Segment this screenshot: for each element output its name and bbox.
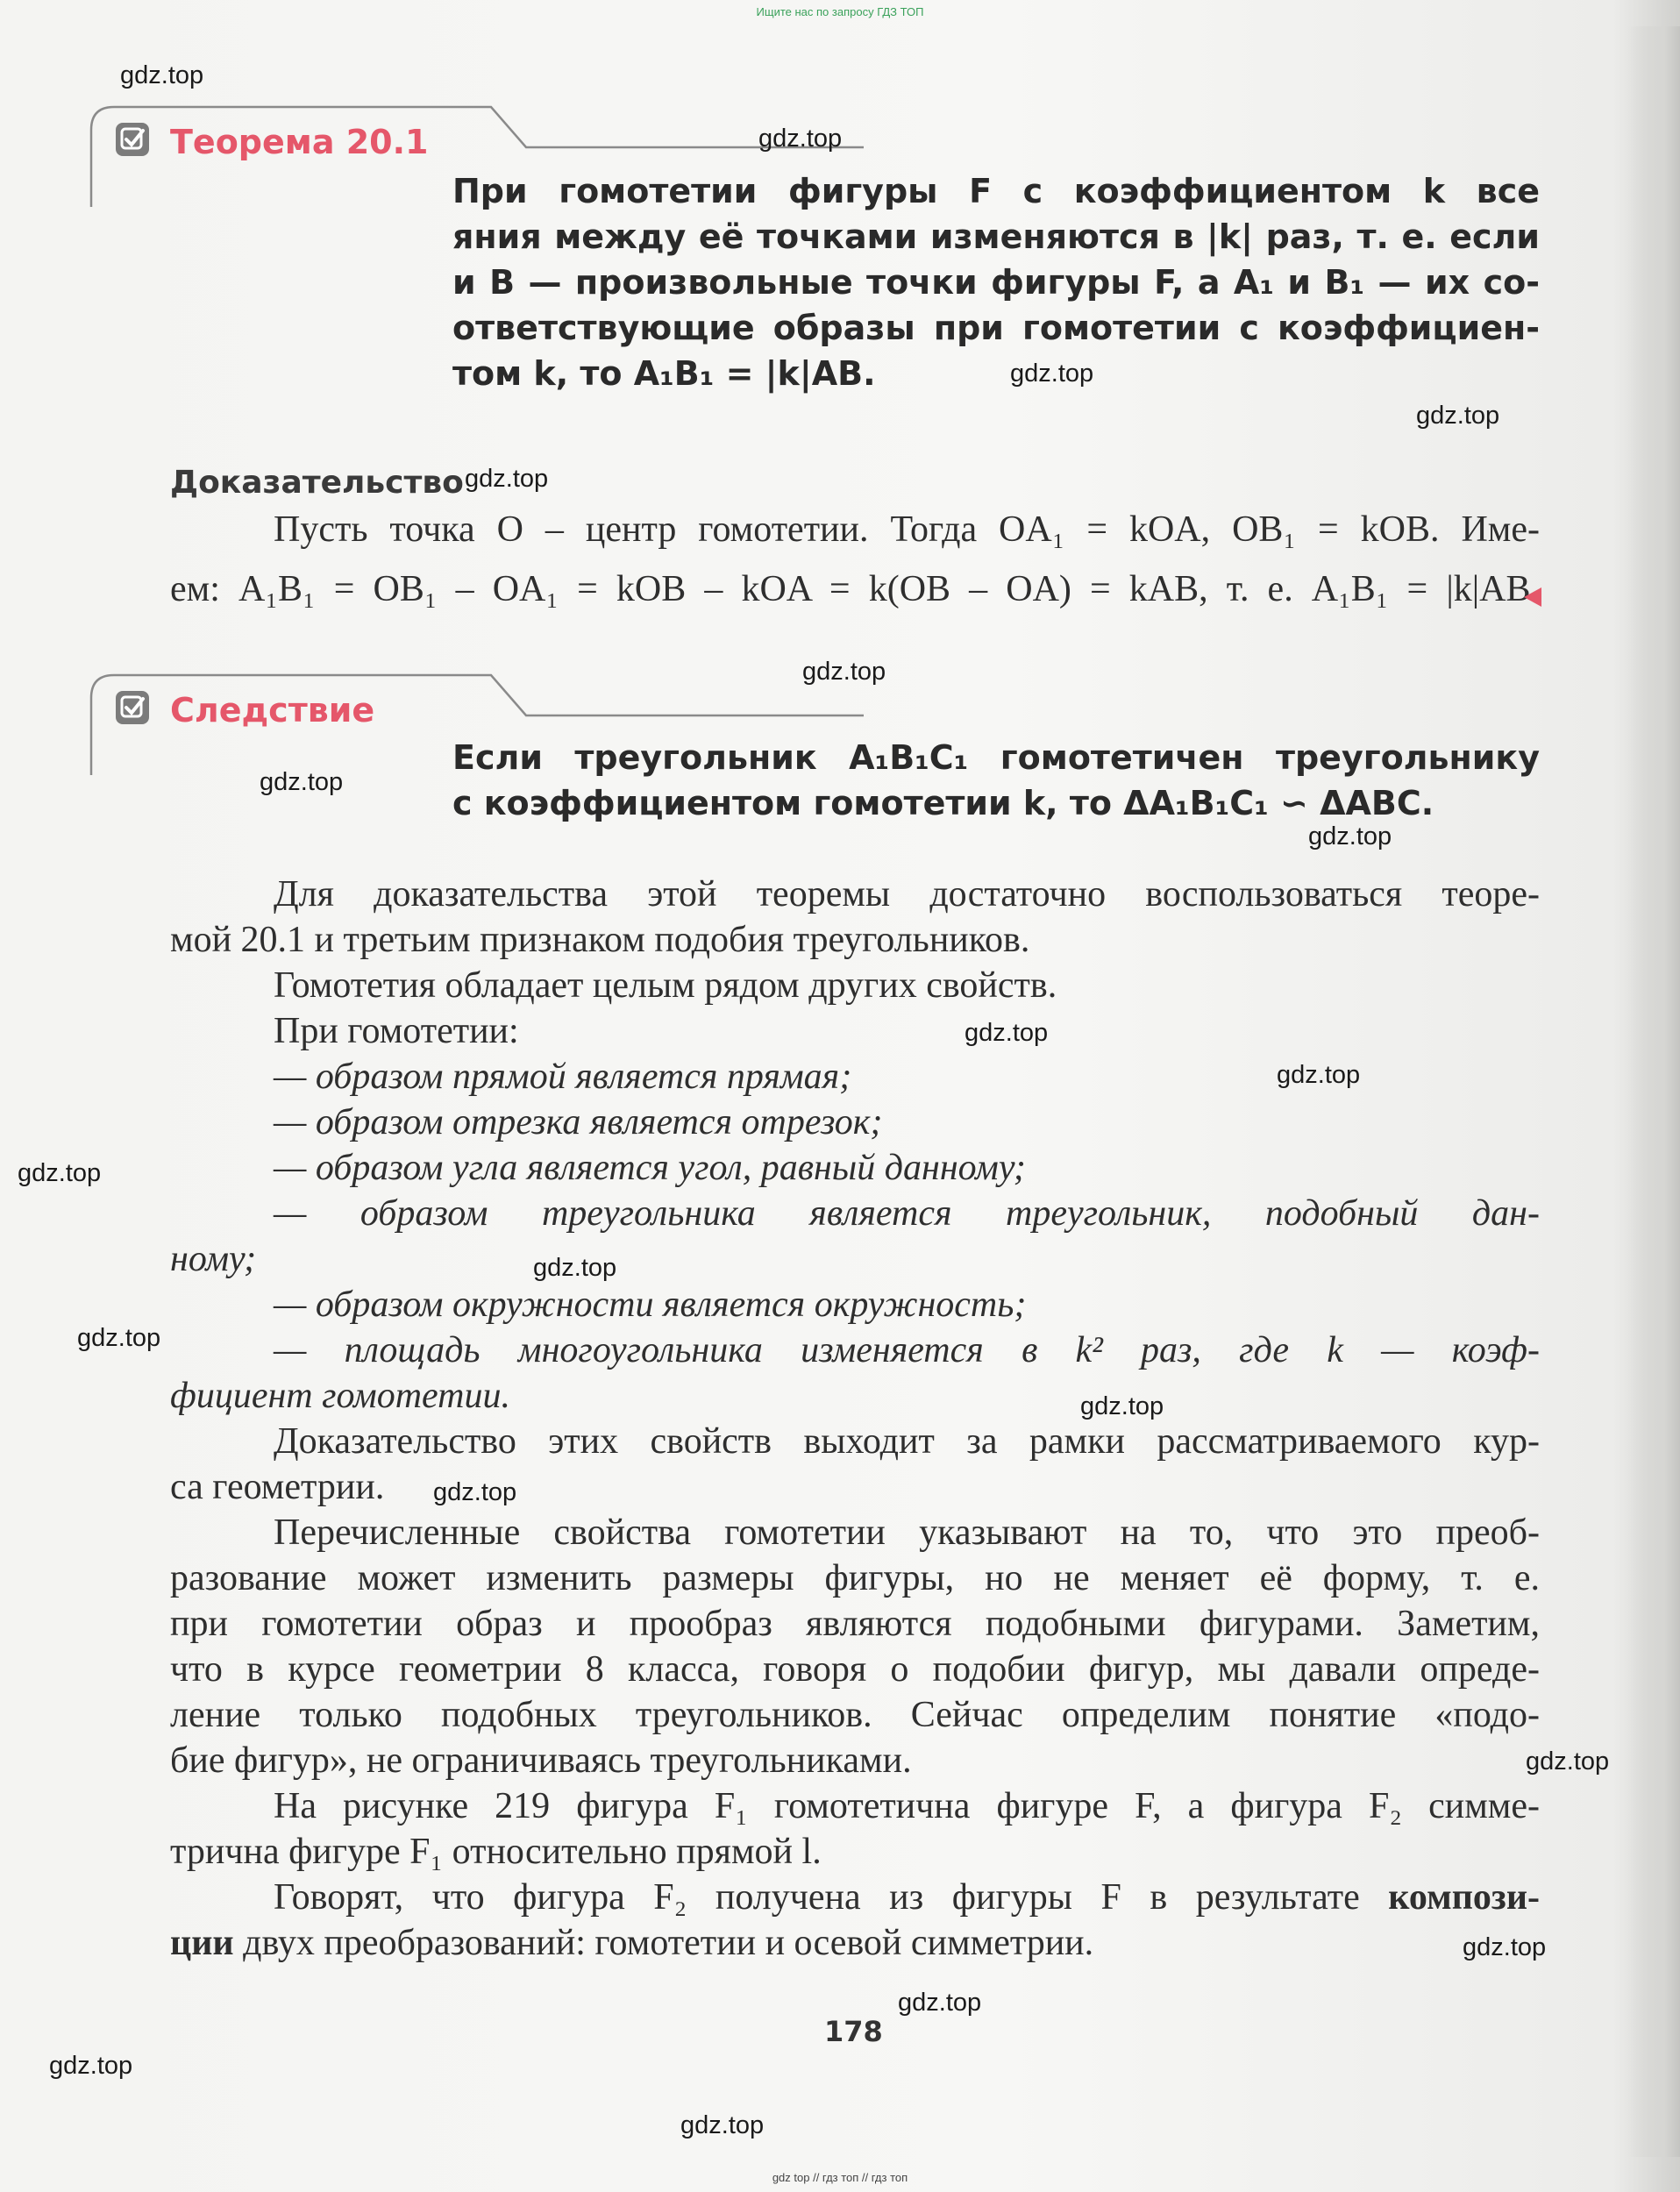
body-line: Для доказательства этой теоремы достаточно воспользоваться теоре- (274, 874, 1540, 915)
page-number: 178 (824, 2015, 883, 2048)
watermark: gdz.top (120, 61, 204, 89)
watermark: gdz.top (1010, 359, 1094, 388)
corollary-line: с коэффициентом гомотетии k, то ΔA₁B₁C₁ ∽ ΔABC. (452, 784, 1434, 822)
check-icon (116, 123, 149, 156)
body-line: — образом окружности является окружность; (274, 1285, 1027, 1325)
body-line: мой 20.1 и третьим признаком подобия треугольников. (170, 920, 1030, 960)
watermark: gdz.top (1080, 1392, 1164, 1420)
body-line: На рисунке 219 фигура F₁ гомотетична фигуре F, а фигура F₂ симме- (274, 1786, 1540, 1826)
body-line: ление только подобных треугольников. Сейчас определим понятие «подо- (170, 1695, 1540, 1735)
body-text (170, 872, 1540, 1875)
watermark: gdz.top (965, 1019, 1049, 1047)
end-of-proof-marker (1524, 587, 1541, 607)
body-line: — образом треугольника является треугольник, подобный дан- (274, 1193, 1540, 1234)
corollary-statement (452, 735, 1540, 826)
body-line: Перечисленные свойства гомотетии указывают на то, что это преоб- (274, 1512, 1540, 1553)
body-line: при гомотетии образ и прообраз являются подобными фигурами. Заметим, (170, 1604, 1540, 1644)
watermark: gdz.top (1526, 1747, 1610, 1776)
watermark: gdz.top (18, 1159, 102, 1187)
watermark: gdz.top (433, 1478, 517, 1506)
body-line: трична фигуре F₁ относительно прямой l. (170, 1832, 822, 1872)
term-bold: компози- (1388, 1877, 1540, 1918)
watermark: gdz.top (260, 768, 344, 796)
watermark: gdz.top (465, 465, 549, 493)
body-line: — образом угла является угол, равный данному; (274, 1148, 1026, 1188)
paragraph-text: Говорят, что фигура F₂ получена из фигуры F в результате (274, 1877, 1389, 1918)
watermark: gdz.top (802, 658, 886, 686)
last-paragraph (170, 1875, 1540, 1966)
theorem-line: яния между её точками изменяются в |k| раз, т. е. если (452, 217, 1540, 256)
proof-text (170, 507, 1540, 619)
corollary-title: Следствие (170, 691, 375, 729)
body-line: что в курсе геометрии 8 класса, говоря о подобии фигур, мы давали опреде- (170, 1649, 1540, 1690)
body-line: разование может изменить размеры фигуры, но не меняет её форму, т. е. (170, 1558, 1540, 1598)
theorem-line: том k, то A₁B₁ = |k|AB. (452, 354, 876, 393)
watermark: gdz.top (49, 2052, 133, 2080)
check-icon (116, 691, 149, 724)
body-line: Доказательство этих свойств выходит за рамки рассматриваемого кур- (274, 1421, 1540, 1462)
paragraph-line (170, 1920, 1540, 1966)
watermark: gdz.top (1308, 822, 1392, 850)
proof-line: ем: A₁B₁ = OB₁ – OA₁ = kOB – kOA = k(OB – OA) = kAB, т. е. A₁B₁ = |k|AB. (170, 569, 1540, 609)
watermark: gdz.top (758, 125, 843, 153)
watermark: gdz.top (77, 1324, 161, 1352)
proof-line: Пусть точка O – центр гомотетии. Тогда OA₁ = kOA, OB₁ = kOB. Име- (274, 509, 1540, 550)
body-line: бие фигур», не ограничиваясь треугольниками. (170, 1740, 912, 1781)
body-line: са геометрии. (170, 1467, 385, 1507)
watermark: gdz.top (1416, 402, 1500, 430)
body-line: — площадь многоугольника изменяется в k² раз, где k — коэф- (274, 1330, 1540, 1370)
watermark: gdz.top (898, 1989, 982, 2017)
theorem-title: Теорема 20.1 (170, 123, 429, 161)
paragraph-text: двух преобразований: гомотетии и осевой симметрии. (233, 1923, 1094, 1963)
top-note: Ищите нас по запросу ГДЗ ТОП (756, 5, 924, 18)
body-line: ному; (170, 1239, 257, 1279)
term-bold: ции (170, 1923, 234, 1963)
body-line: Гомотетия обладает целым рядом других свойств. (274, 965, 1057, 1006)
body-line: При гомотетии: (274, 1011, 519, 1051)
theorem-line: и B — произвольные точки фигуры F, а A₁ и B₁ — их со- (452, 263, 1540, 302)
paragraph-line (170, 1875, 1540, 1920)
watermark: gdz.top (680, 2111, 765, 2139)
theorem-line: ответствующие образы при гомотетии с коэффициен- (452, 309, 1540, 347)
bottom-note: gdz top // гдз топ // гдз топ (772, 2171, 908, 2184)
watermark: gdz.top (533, 1254, 617, 1282)
watermark: gdz.top (1277, 1061, 1361, 1089)
proof-title: Доказательство (170, 465, 464, 501)
theorem-statement (452, 168, 1540, 396)
body-line: — образом отрезка является отрезок; (274, 1102, 883, 1142)
body-line: фициент гомотетии. (170, 1376, 510, 1416)
corollary-line: Если треугольник A₁B₁C₁ гомотетичен треугольнику (452, 738, 1540, 777)
theorem-line: При гомотетии фигуры F с коэффициентом k все (452, 172, 1540, 210)
body-line: — образом прямой является прямая; (274, 1057, 852, 1097)
watermark: gdz.top (1463, 1933, 1547, 1961)
page-edge-shadow (1627, 26, 1680, 2157)
